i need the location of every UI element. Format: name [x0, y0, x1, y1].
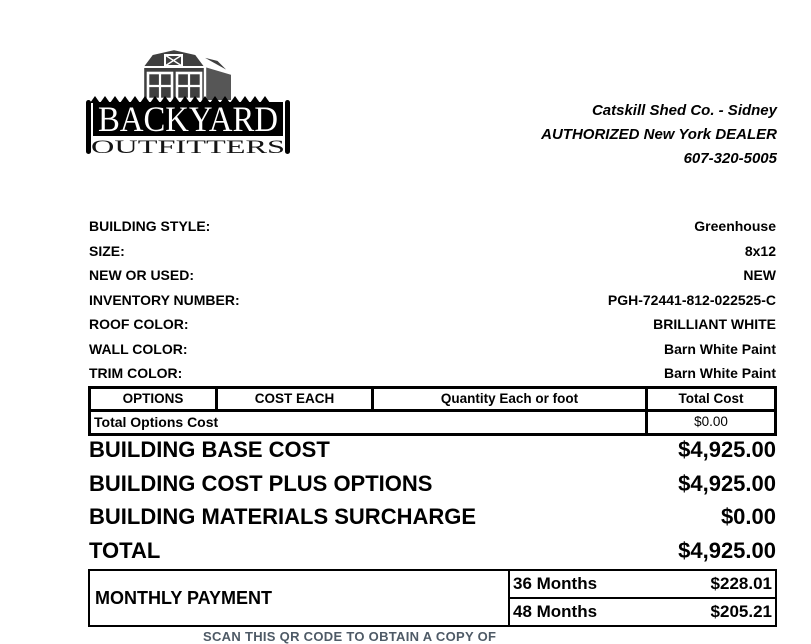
- payment-amount: $205.21: [710, 602, 772, 621]
- dealer-name: Catskill Shed Co. - Sidney: [591, 102, 777, 119]
- detail-value: NEW: [743, 267, 776, 283]
- detail-label: NEW OR USED:: [89, 267, 194, 283]
- dealer-info: [541, 99, 777, 171]
- summary-row-total: [89, 538, 776, 564]
- barn-icon: [143, 49, 232, 101]
- detail-value: Greenhouse: [694, 218, 776, 234]
- detail-value: BRILLIANT WHITE: [653, 316, 776, 332]
- detail-label: BUILDING STYLE:: [89, 218, 211, 234]
- detail-row-roof-color: [89, 316, 776, 332]
- monthly-payment-rows: [510, 571, 775, 625]
- detail-label: INVENTORY NUMBER:: [89, 291, 240, 308]
- banner-end-bar-right: [285, 100, 290, 154]
- summary-value: $4,925.00: [678, 437, 776, 462]
- options-table-header-quantity: Quantity Each or foot: [374, 389, 645, 409]
- summary-value: $4,925.00: [678, 537, 776, 563]
- detail-label: ROOF COLOR:: [89, 316, 189, 332]
- detail-value: Barn White Paint: [663, 340, 776, 357]
- options-table-header-total-cost: Total Cost: [648, 389, 774, 409]
- detail-row-size: [89, 243, 776, 259]
- summary-value: $4,925.00: [678, 470, 776, 496]
- detail-row-building-style: [89, 218, 776, 234]
- summary-label: TOTAL: [89, 537, 161, 563]
- monthly-payment-row-48: [510, 597, 775, 625]
- payment-term: 36 Months: [513, 574, 598, 593]
- detail-label: TRIM COLOR:: [89, 365, 183, 381]
- detail-value: PGH-72441-812-022525-C: [607, 291, 776, 308]
- summary-label: BUILDING MATERIALS SURCHARGE: [89, 504, 477, 530]
- detail-label: WALL COLOR:: [89, 340, 188, 357]
- cost-summary: [89, 437, 776, 564]
- payment-term: 48 Months: [513, 602, 598, 621]
- total-options-cost-value: $0.00: [648, 412, 774, 433]
- logo-title: BACKYARD: [98, 99, 278, 139]
- logo-subtitle: OUTFITTERS: [91, 137, 285, 158]
- detail-row-inventory-number: [89, 292, 776, 308]
- detail-row-new-or-used: [89, 267, 776, 283]
- logo-graphic: [86, 46, 290, 160]
- options-table-header-cost-each: COST EACH: [218, 389, 371, 409]
- detail-row-wall-color: [89, 341, 776, 357]
- monthly-payment-row-36: [510, 571, 775, 597]
- detail-value: 8x12: [744, 242, 776, 259]
- qr-scan-caption: SCAN THIS QR CODE TO OBTAIN A COPY OF: [203, 629, 497, 644]
- options-table-header-options: OPTIONS: [91, 389, 215, 409]
- detail-row-trim-color: [89, 365, 776, 381]
- dealer-phone: 607-320-5005: [683, 150, 777, 167]
- dealer-authorization: AUTHORIZED New York DEALER: [541, 126, 777, 143]
- summary-row-base-cost: [89, 437, 776, 463]
- monthly-payment-label: MONTHLY PAYMENT: [90, 571, 510, 625]
- summary-label: BUILDING BASE COST: [89, 437, 330, 462]
- detail-value: Barn White Paint: [663, 365, 776, 381]
- backyard-outfitters-logo: [86, 46, 290, 160]
- total-options-cost-label: Total Options Cost: [91, 412, 645, 433]
- payment-amount: $228.01: [710, 574, 772, 593]
- building-details: [89, 218, 776, 381]
- summary-label: BUILDING COST PLUS OPTIONS: [89, 470, 433, 496]
- summary-value: $0.00: [720, 504, 776, 530]
- monthly-payment-table: [88, 569, 777, 627]
- detail-label: SIZE:: [89, 242, 125, 259]
- summary-row-cost-plus-options: [89, 471, 776, 497]
- options-table: [88, 386, 777, 436]
- summary-row-materials-surcharge: [89, 504, 776, 530]
